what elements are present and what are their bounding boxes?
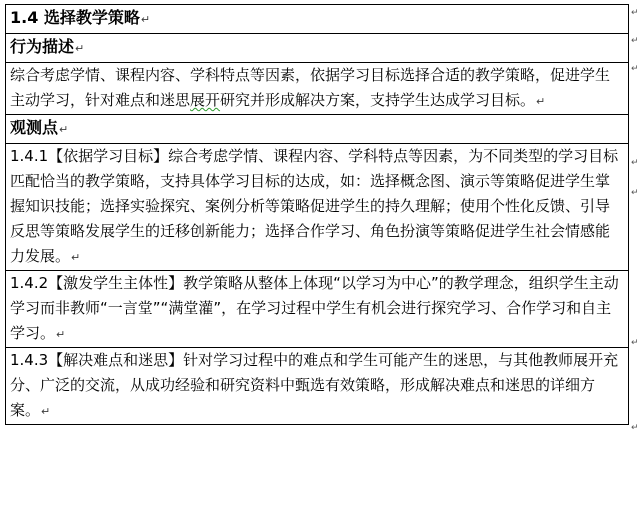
observation-heading: 观测点 [10, 118, 59, 137]
table-row [6, 271, 629, 348]
table-row [6, 34, 629, 63]
end-of-row-mark-icon: ↵ [631, 423, 639, 433]
end-of-row-mark-icon: ↵ [631, 8, 639, 18]
behavior-heading: 行为描述 [10, 37, 75, 56]
observation-point-text: 1.4.2【激发学生主体性】教学策略从整体上体现“以学习为中心”的教学理念，组织学生主动学习而非教师“一言堂”“满堂灌”，在学习过程中学生有机会进行探究学习、合作学习和自主学习。 [10, 274, 619, 342]
behavior-text-before: 综合考虑学情、课程内容、学科特点等因素，依据学习目标选择合适的教学策略，促进学生主动学习，针对难点和迷思 [10, 66, 611, 109]
paragraph-mark-icon: ↵ [75, 42, 85, 55]
spellcheck-flagged-word: 展开 [190, 91, 221, 109]
table-row [6, 144, 629, 271]
end-of-row-mark-icon: ↵ [631, 338, 639, 348]
table-row [6, 115, 629, 144]
paragraph-mark-icon: ↵ [140, 13, 151, 26]
paragraph-mark-icon: ↵ [56, 328, 66, 341]
paragraph-mark-icon: ↵ [59, 123, 69, 136]
table-row [6, 5, 629, 34]
table-row [6, 63, 629, 115]
section-title: 1.4 选择教学策略 [10, 8, 140, 27]
strategy-table [5, 4, 629, 425]
observation-point-cell-1[interactable] [6, 144, 629, 271]
observation-point-text: 1.4.1【依据学习目标】综合考虑学情、课程内容、学科特点等因素，为不同类型的学习目标匹配恰当的教学策略，支持具体学习目标的达成，如：选择概念图、演示等策略促进学生掌握知识技能；选择实验探究、案例分析等策略促进学生的持久理解；使用个性化反馈、引导反思等策略发展学生的迁移创新能力；选择合作学习、角色扮演等策略促进学生社会情感能力发展。 [10, 147, 619, 265]
observation-point-text: 1.4.3【解决难点和迷思】针对学习过程中的难点和学生可能产生的迷思，与其他教师展开充分、广泛的交流，从成功经验和研究资料中甄选有效策略，形成解决难点和迷思的详细方案。 [10, 351, 619, 419]
behavior-heading-cell[interactable] [6, 34, 629, 63]
section-title-cell[interactable] [6, 5, 629, 34]
paragraph-mark-icon: ↵ [536, 95, 546, 108]
table-row [6, 348, 629, 425]
paragraph-mark-icon: ↵ [41, 405, 51, 418]
paragraph-mark-icon: ↵ [71, 251, 81, 264]
end-of-row-mark-icon: ↵ [631, 188, 639, 198]
end-of-row-mark-icon: ↵ [631, 64, 639, 74]
observation-heading-cell[interactable] [6, 115, 629, 144]
behavior-text-cell[interactable] [6, 63, 629, 115]
observation-point-cell-2[interactable] [6, 271, 629, 348]
observation-point-cell-3[interactable] [6, 348, 629, 425]
end-of-row-mark-icon: ↵ [631, 158, 639, 168]
behavior-text-after: 研究并形成解决方案，支持学生达成学习目标。 [220, 91, 536, 109]
end-of-row-mark-icon: ↵ [631, 36, 639, 46]
